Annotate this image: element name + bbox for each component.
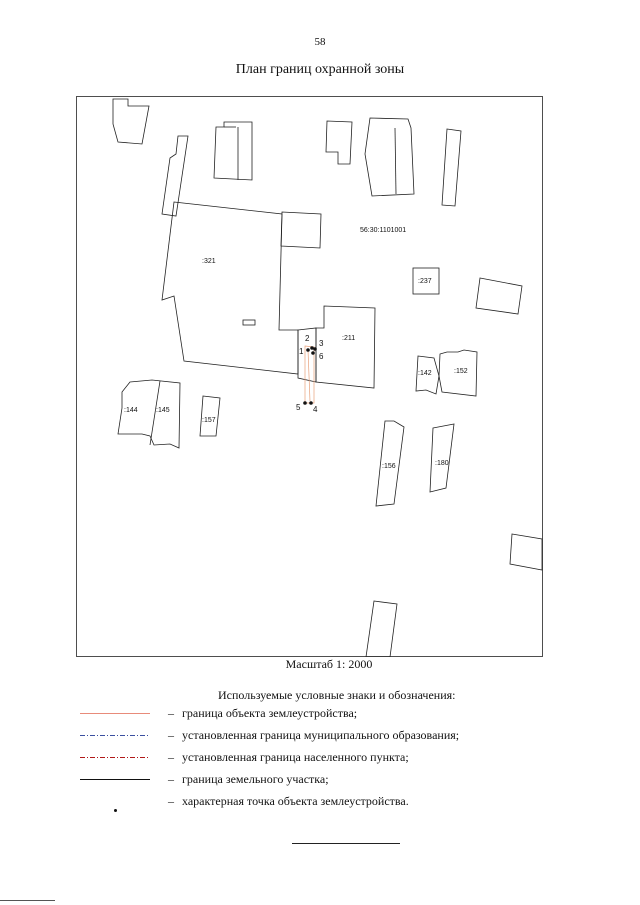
point-label-1: 1 bbox=[299, 347, 304, 356]
legend-line-sample bbox=[80, 734, 150, 737]
point-5 bbox=[303, 401, 307, 405]
parcel-label-211: :211 bbox=[342, 335, 356, 342]
legend-label: характерная точка объекта землеустройства. bbox=[182, 794, 409, 808]
legend-item-object-boundary bbox=[80, 706, 560, 722]
legend-label: установленная граница муниципального образования; bbox=[182, 728, 460, 742]
quarter-label: 56:30:1101001 bbox=[360, 227, 407, 234]
parcel-321 bbox=[162, 202, 298, 374]
legend-dash: – bbox=[168, 794, 174, 808]
parcel-180 bbox=[430, 424, 454, 492]
parcel-label-142: :142 bbox=[418, 370, 432, 377]
legend-line-sample bbox=[80, 779, 150, 780]
legend-item-parcel-boundary bbox=[80, 772, 560, 788]
point-label-5: 5 bbox=[296, 403, 301, 412]
object-boundary bbox=[308, 350, 310, 401]
parcel-label-157: :157 bbox=[202, 417, 216, 424]
point-1 bbox=[306, 348, 310, 352]
parcel-building bbox=[510, 534, 542, 570]
parcel-edge bbox=[395, 128, 396, 194]
legend-item-municipal-boundary bbox=[80, 728, 560, 744]
legend-dash: – bbox=[168, 728, 174, 742]
map-border bbox=[77, 97, 543, 657]
page-edge-mark bbox=[0, 900, 55, 901]
map-drawing bbox=[76, 96, 543, 657]
legend-label: установленная граница населенного пункта; bbox=[182, 750, 409, 764]
legend-label: граница земельного участка; bbox=[182, 772, 329, 786]
point-6 bbox=[311, 351, 315, 355]
legend-line-sample bbox=[80, 756, 150, 759]
parcel-label-144: :144 bbox=[124, 407, 138, 414]
map-title: План границ охранной зоны bbox=[235, 62, 405, 77]
parcel-211 bbox=[316, 306, 375, 388]
parcel-157 bbox=[200, 396, 220, 436]
legend-label: граница объекта землеустройства; bbox=[182, 706, 358, 720]
legend-point-sample bbox=[114, 809, 117, 812]
parcel-building bbox=[243, 320, 255, 325]
point-label-6: 6 bbox=[319, 352, 324, 361]
parcel-building bbox=[326, 121, 352, 164]
point-3 bbox=[313, 347, 317, 351]
scale-text: Масштаб 1: 2000 bbox=[285, 657, 373, 671]
parcel-label-152: :152 bbox=[454, 368, 468, 375]
legend-item-characteristic-point bbox=[80, 794, 560, 810]
parcel-label-321: :321 bbox=[202, 258, 216, 265]
parcel-building bbox=[214, 122, 252, 180]
page-number: 58 bbox=[314, 36, 326, 48]
legend-item-settlement-boundary bbox=[80, 750, 560, 766]
point-label-3: 3 bbox=[319, 339, 324, 348]
point-label-2: 2 bbox=[305, 334, 310, 343]
map-frame bbox=[76, 96, 543, 657]
parcel-label-180: :180 bbox=[435, 460, 449, 467]
legend-line-sample bbox=[80, 713, 150, 714]
parcel-building bbox=[281, 212, 321, 248]
parcel-building bbox=[113, 99, 149, 144]
parcel-label-145: :145 bbox=[156, 407, 170, 414]
legend-heading: Используемые условные знаки и обозначения: bbox=[218, 688, 456, 702]
legend-dash: – bbox=[168, 772, 174, 786]
parcel-building bbox=[476, 278, 522, 314]
parcel-building bbox=[366, 601, 397, 657]
legend-dash: – bbox=[168, 706, 174, 720]
parcel-label-237: :237 bbox=[418, 278, 432, 285]
parcel-building bbox=[365, 118, 414, 196]
parcel-building bbox=[162, 136, 188, 216]
parcel-label-156: :156 bbox=[382, 463, 396, 470]
signature-line bbox=[292, 843, 400, 844]
point-label-4: 4 bbox=[313, 405, 318, 414]
parcel-building bbox=[442, 129, 461, 206]
parcel-144-145 bbox=[118, 380, 180, 448]
legend-dash: – bbox=[168, 750, 174, 764]
